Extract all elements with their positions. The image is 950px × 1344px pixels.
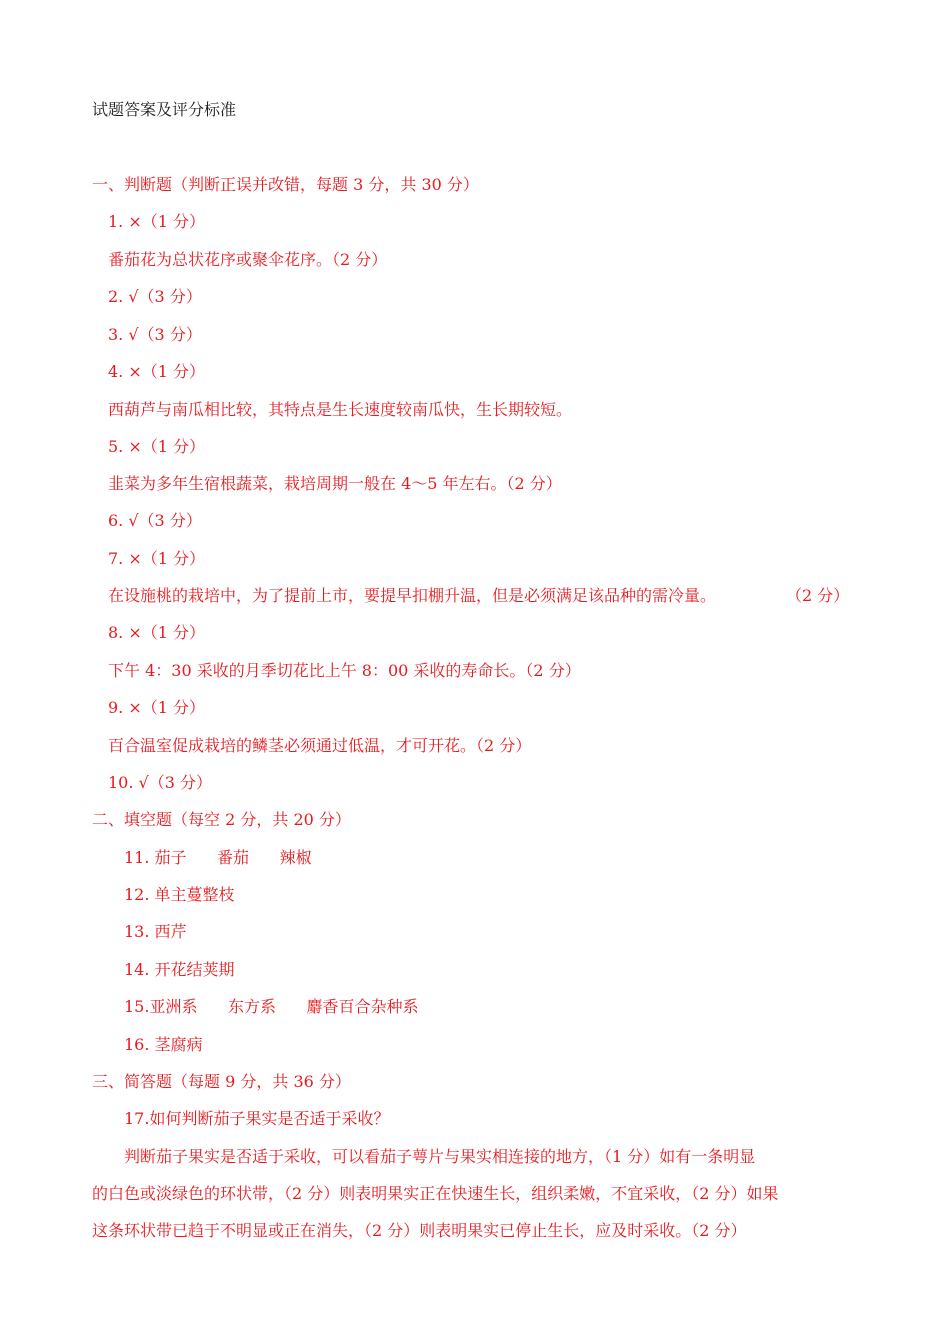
fill-blank-item: 11. 茄子 番茄 辣椒 bbox=[124, 848, 312, 867]
answer-paragraph-line: 的白色或淡绿色的环状带，（2 分）则表明果实正在快速生长，组织柔嫩，不宜采收，（2 分）如果 bbox=[92, 1184, 779, 1203]
answer-item: 4. ×（1 分） bbox=[108, 362, 206, 381]
section-2-heading: 二、填空题（每空 2 分，共 20 分） bbox=[92, 810, 351, 829]
answer-correction: 百合温室促成栽培的鳞茎必须通过低温，才可开花。（2 分） bbox=[108, 736, 532, 755]
answer-item: 6. √（3 分） bbox=[108, 511, 202, 530]
answer-correction: 下午 4：30 采收的月季切花比上午 8：00 采收的寿命长。（2 分） bbox=[108, 661, 581, 680]
fill-blank-item: 14. 开花结荚期 bbox=[124, 960, 235, 979]
answer-item: 5. ×（1 分） bbox=[108, 437, 206, 456]
section-1-heading: 一、判断题（判断正误并改错，每题 3 分，共 30 分） bbox=[92, 175, 479, 194]
answer-item: 1. ×（1 分） bbox=[108, 212, 206, 231]
fill-blank-item: 15.亚洲系 东方系 麝香百合杂种系 bbox=[124, 997, 419, 1016]
answer-correction: 韭菜为多年生宿根蔬菜，栽培周期一般在 4～5 年左右。（2 分） bbox=[108, 474, 562, 493]
answer-paragraph-line: 判断茄子果实是否适于采收，可以看茄子萼片与果实相连接的地方，（1 分）如有一条明显 bbox=[124, 1147, 756, 1166]
section-3-heading: 三、简答题（每题 9 分，共 36 分） bbox=[92, 1072, 351, 1091]
answer-paragraph-line: 这条环状带已趋于不明显或正在消失，（2 分）则表明果实已停止生长，应及时采收。（2 分） bbox=[92, 1221, 747, 1240]
answer-correction: 番茄花为总状花序或聚伞花序。（2 分） bbox=[108, 250, 388, 269]
answer-correction: 在设施桃的栽培中，为了提前上市，要提早扣棚升温，但是必须满足该品种的需冷量。 bbox=[108, 586, 717, 605]
answer-item: 8. ×（1 分） bbox=[108, 623, 206, 642]
answer-item: 9. ×（1 分） bbox=[108, 698, 206, 717]
question-text: 17.如何判断茄子果实是否适于采收？ bbox=[124, 1109, 390, 1128]
document-title: 试题答案及评分标准 bbox=[92, 100, 237, 119]
answer-item: 10. √（3 分） bbox=[108, 773, 212, 792]
answer-score: （2 分） bbox=[786, 586, 850, 605]
fill-blank-item: 13. 西芹 bbox=[124, 922, 187, 941]
answer-item: 7. ×（1 分） bbox=[108, 549, 206, 568]
answer-item: 3. √（3 分） bbox=[108, 325, 202, 344]
answer-item: 2. √（3 分） bbox=[108, 287, 202, 306]
answer-correction: 西葫芦与南瓜相比较，其特点是生长速度较南瓜快，生长期较短。 bbox=[108, 400, 573, 419]
fill-blank-item: 12. 单主蔓整枝 bbox=[124, 885, 235, 904]
fill-blank-item: 16. 茎腐病 bbox=[124, 1035, 203, 1054]
